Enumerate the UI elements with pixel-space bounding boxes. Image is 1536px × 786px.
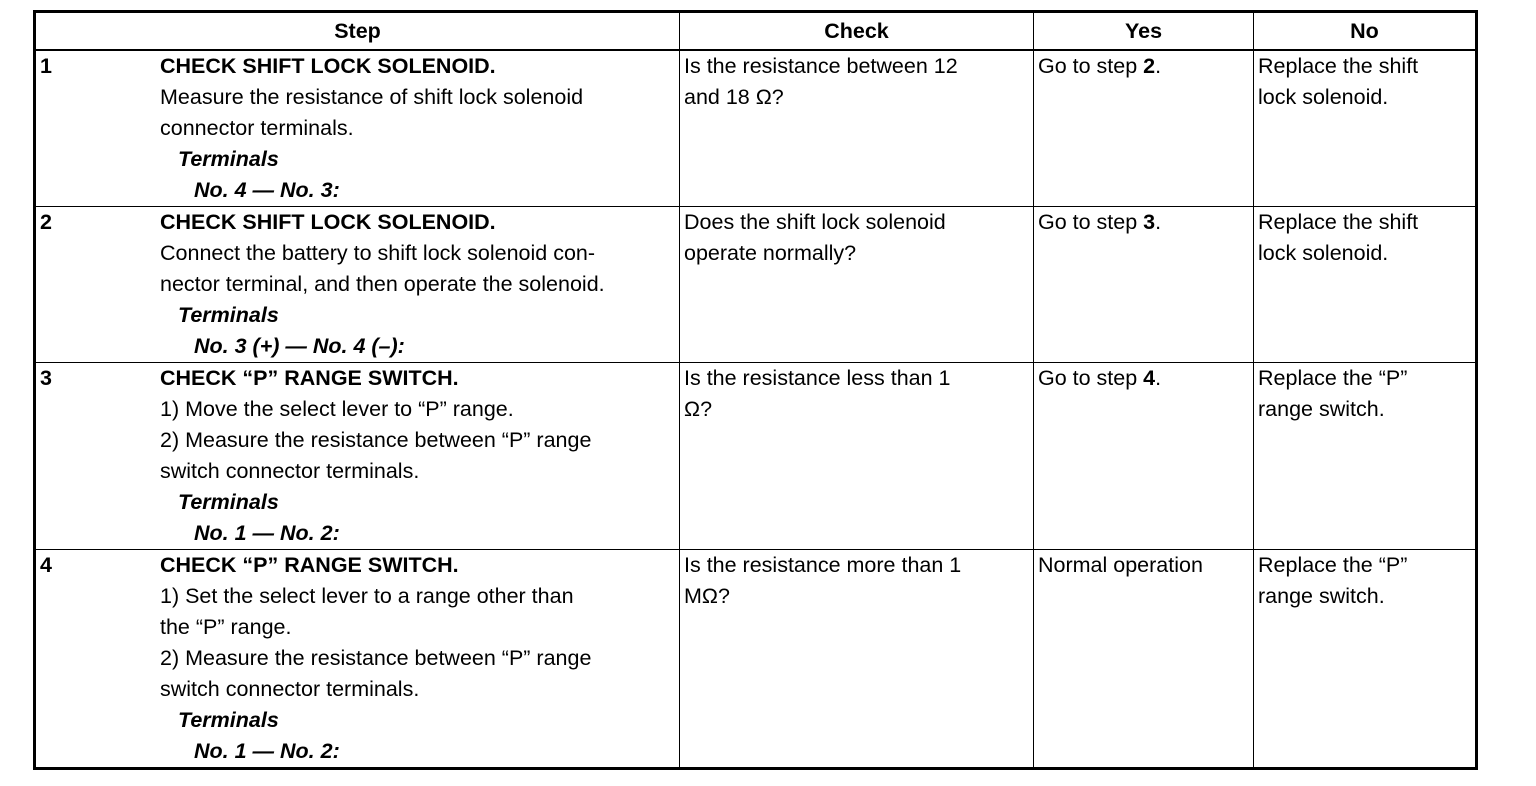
step-line: 1) Move the select lever to “P” range.: [160, 397, 514, 421]
no-cell: [1254, 363, 1477, 550]
step-title: CHECK SHIFT LOCK SOLENOID.: [160, 54, 496, 78]
step-cell: [35, 550, 680, 769]
check-cell: [680, 50, 1034, 207]
step-cell: [35, 363, 680, 550]
check-line: Ω?: [684, 397, 713, 421]
header-yes: Yes: [1034, 12, 1254, 51]
step-line: 1) Set the select lever to a range other than: [160, 584, 574, 608]
step-number: 4: [40, 553, 52, 577]
yes-text: Normal operation: [1038, 553, 1203, 577]
step-number: 1: [40, 54, 52, 78]
table-row: [35, 50, 1477, 207]
terminals-value: No. 3 (+) — No. 4 (–):: [194, 334, 405, 358]
yes-step-ref: 4: [1143, 366, 1156, 390]
no-cell: [1254, 50, 1477, 207]
check-line: operate normally?: [684, 241, 857, 265]
diagnostic-table: [33, 10, 1478, 770]
yes-cell: [1034, 50, 1254, 207]
no-line: range switch.: [1258, 584, 1385, 608]
step-line: connector terminals.: [160, 116, 354, 140]
step-line: the “P” range.: [160, 615, 292, 639]
no-line: Replace the “P”: [1258, 366, 1408, 390]
no-line: Replace the shift: [1258, 54, 1419, 78]
yes-cell: [1034, 550, 1254, 769]
check-line: Is the resistance less than 1: [684, 366, 951, 390]
table-row: [35, 550, 1477, 769]
yes-suffix: .: [1155, 210, 1162, 234]
yes-cell: [1034, 207, 1254, 363]
check-line: Is the resistance between 12: [684, 54, 958, 78]
terminals-value: No. 4 — No. 3:: [194, 178, 340, 202]
step-line: Connect the battery to shift lock solenoid con-: [160, 241, 596, 265]
table-row: [35, 207, 1477, 363]
check-line: Does the shift lock solenoid: [684, 210, 946, 234]
step-cell: [35, 50, 680, 207]
step-number: 3: [40, 366, 52, 390]
terminals-label: Terminals: [178, 303, 279, 327]
yes-step-ref: 2: [1143, 54, 1156, 78]
step-line: Measure the resistance of shift lock solenoid: [160, 85, 584, 109]
step-title: CHECK “P” RANGE SWITCH.: [160, 366, 459, 390]
yes-step-ref: 3: [1143, 210, 1156, 234]
terminals-label: Terminals: [178, 147, 279, 171]
terminals-value: No. 1 — No. 2:: [194, 521, 340, 545]
no-line: Replace the “P”: [1258, 553, 1408, 577]
step-line: switch connector terminals.: [160, 459, 420, 483]
yes-suffix: .: [1155, 366, 1162, 390]
terminals-value: No. 1 — No. 2:: [194, 739, 340, 763]
yes-text: Go to step: [1038, 366, 1144, 390]
terminals-label: Terminals: [178, 490, 279, 514]
step-line: 2) Measure the resistance between “P” range: [160, 428, 592, 452]
step-line: 2) Measure the resistance between “P” range: [160, 646, 592, 670]
step-title: CHECK SHIFT LOCK SOLENOID.: [160, 210, 496, 234]
header-row: [35, 12, 1477, 51]
no-cell: [1254, 207, 1477, 363]
step-line: nector terminal, and then operate the solenoid.: [160, 272, 605, 296]
check-cell: [680, 363, 1034, 550]
table-row: [35, 363, 1477, 550]
yes-cell: [1034, 363, 1254, 550]
header-step: Step: [35, 12, 680, 51]
check-line: and 18 Ω?: [684, 85, 784, 109]
no-line: lock solenoid.: [1258, 241, 1389, 265]
no-line: range switch.: [1258, 397, 1385, 421]
table-body: [35, 50, 1477, 769]
step-number: 2: [40, 210, 52, 234]
header-check: Check: [680, 12, 1034, 51]
check-line: MΩ?: [684, 584, 730, 608]
yes-text: Go to step: [1038, 54, 1144, 78]
header-no: No: [1254, 12, 1477, 51]
step-line: switch connector terminals.: [160, 677, 420, 701]
step-cell: [35, 207, 680, 363]
check-cell: [680, 550, 1034, 769]
check-cell: [680, 207, 1034, 363]
yes-suffix: .: [1155, 54, 1162, 78]
no-line: lock solenoid.: [1258, 85, 1389, 109]
check-line: Is the resistance more than 1: [684, 553, 962, 577]
no-line: Replace the shift: [1258, 210, 1419, 234]
step-title: CHECK “P” RANGE SWITCH.: [160, 553, 459, 577]
no-cell: [1254, 550, 1477, 769]
yes-text: Go to step: [1038, 210, 1144, 234]
terminals-label: Terminals: [178, 708, 279, 732]
